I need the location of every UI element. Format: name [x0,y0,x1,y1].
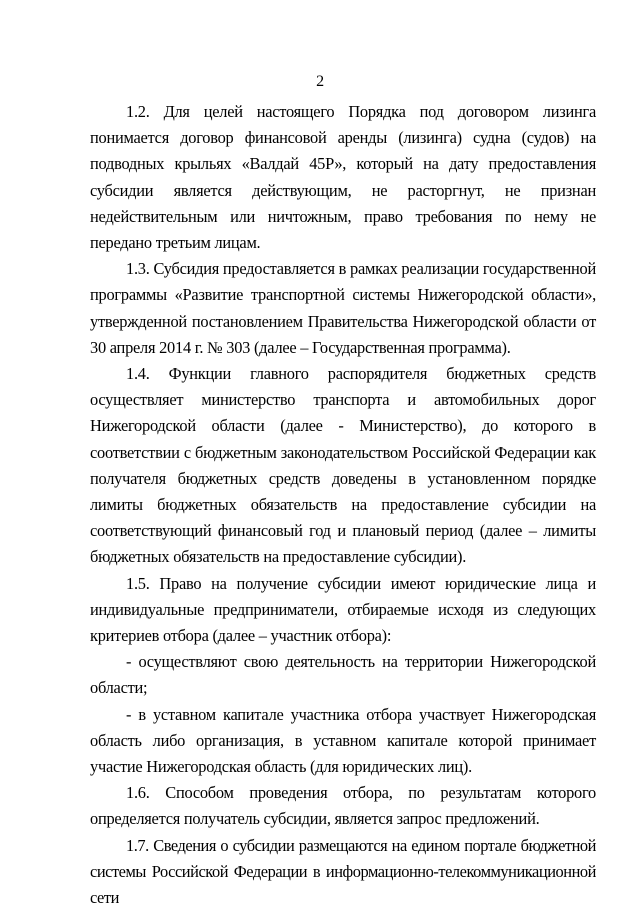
paragraph-1-4: 1.4. Функции главного распорядителя бюджетных средств осуществляет министерство транспорта и автомобильных дорог Нижегородской области (далее - Министерство), до которого в соответствии с бюджетным законодательством Российской Федерации как получателя бюджетных средств доведены в установленном порядке лимиты бюджетных обязательств на предоставление субсидии на соответствующий финансовый год и плановый период (далее – лимиты бюджетных обязательств на предоставление субсидии). [90,364,596,567]
document-body [90,99,596,911]
criterion-item-territory: - осуществляют свою деятельность на территории Нижегородской области; [90,652,596,698]
criterion-item-capital: - в уставном капитале участника отбора участвует Нижегородская область либо организация, в уставном капитале которой принимает участие Нижегородская область (для юридических лиц). [90,704,596,777]
paragraph-1-3: 1.3. Субсидия предоставляется в рамках реализации государственной программы «Развитие транспортной системы Нижегородской области», утвержденной постановлением Правительства Нижегородской области от 30 апреля 2014 г. № 303 (далее – Государственная программа). [90,259,596,357]
paragraph-1-7: 1.7. Сведения о субсидии размещаются на едином портале бюджетной системы Российской Федерации в информационно-телекоммуникационной сети [90,835,596,908]
paragraph-1-6: 1.6. Способом проведения отбора, по результатам которого определяется получатель субсидии, является запрос предложений. [90,783,596,829]
page-number: 2 [316,73,324,90]
paragraph-1-2: 1.2. Для целей настоящего Порядка под договором лизинга понимается договор финансовой аренды (лизинга) судна (судов) на подводных крыльях «Валдай 45Р», который на дату предоставления субсидии является действующим, не расторгнут, не признан недействительным или ничтожным, право требования по нему не передано третьим лицам. [90,102,596,253]
paragraph-1-5: 1.5. Право на получение субсидии имеют юридические лица и индивидуальные предприниматели, отбираемые исходя из следующих критериев отбора (далее – участник отбора): [90,573,596,646]
